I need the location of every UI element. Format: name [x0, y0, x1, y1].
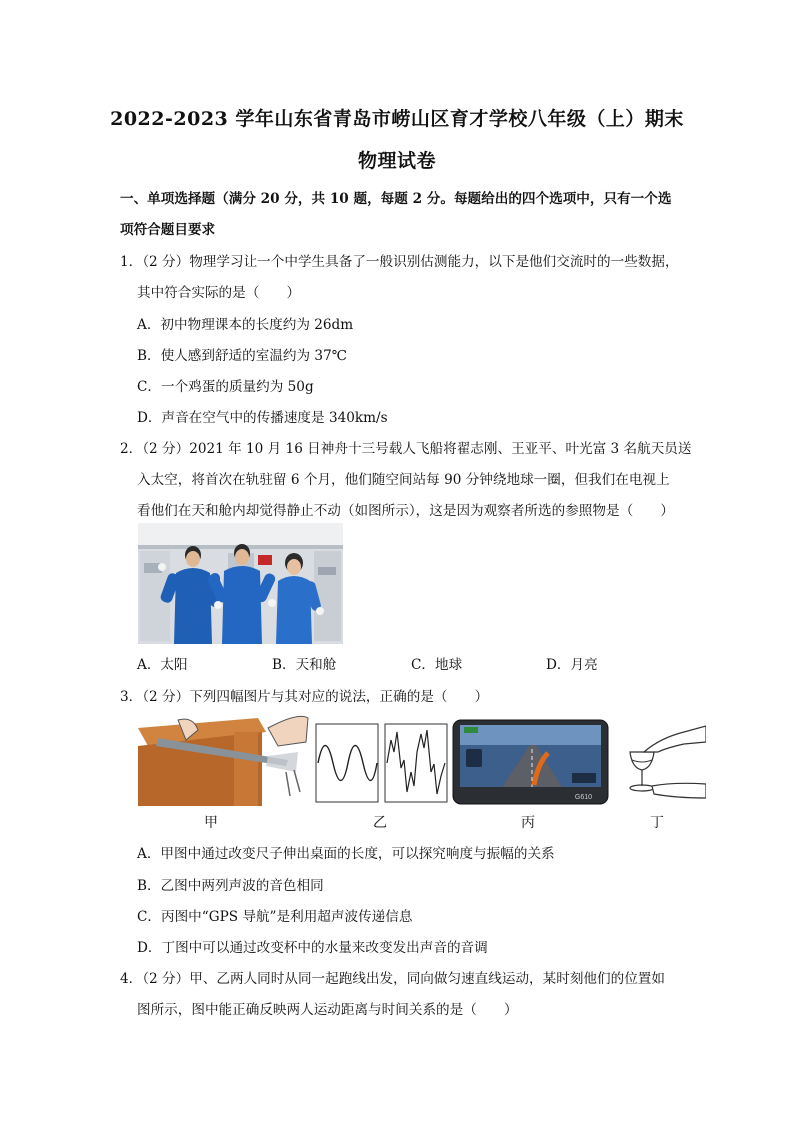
q1-option-a: A．初中物理课本的长度约为 26dm: [137, 317, 354, 333]
exam-title-line1: 2022-2023 学年山东省青岛市崂山区育才学校八年级（上）期末: [110, 108, 684, 130]
gps-brand-label: G610: [574, 794, 592, 801]
q2-stem-line2: 入太空，将首次在轨驻留 6 个月，他们随空间站每 90 分钟绕地球一圈，但我们在电视上: [137, 472, 670, 488]
sound-waves-figure: [315, 712, 450, 806]
q2-option-c: C．地球: [411, 657, 463, 673]
q4-stem-line1: 4．（2 分）甲、乙两人同时从同一起跑线出发，同向做匀速直线运动，某时刻他们的位置如: [120, 971, 665, 987]
q2-stem-line1: 2．（2 分）2021 年 10 月 16 日神舟十三号载人飞船将翟志刚、王亚平、叶光富 3 名航天员送: [120, 441, 692, 457]
q1-option-b: B．使人感到舒适的室温约为 37℃: [137, 348, 347, 364]
caption-ding: 丁: [650, 815, 664, 831]
caption-yi: 乙: [373, 815, 387, 831]
q2-option-b: B．天和舱: [272, 657, 337, 673]
exam-title-line2: 物理试卷: [357, 150, 436, 172]
q1-option-d: D．声音在空气中的传播速度是 340km/s: [137, 410, 388, 426]
ruler-table-figure: [138, 712, 310, 806]
section-heading-line1: 一、单项选择题（满分 20 分，共 10 题，每题 2 分。每题给出的四个选项中，只有一个选: [120, 191, 672, 207]
astronauts-photo: [138, 523, 343, 644]
q3-option-b: B．乙图中两列声波的音色相同: [137, 878, 324, 894]
gps-device-figure: [452, 719, 609, 805]
q3-option-d: D．丁图中可以通过改变杯中的水量来改变发出声音的音调: [137, 940, 488, 956]
q3-option-a: A．甲图中通过改变尺子伸出桌面的长度，可以探究响度与振幅的关系: [137, 846, 555, 862]
q1-stem-line1: 1．（2 分）物理学习让一个中学生具备了一般识别估测能力，以下是他们交流时的一些数据，: [120, 254, 679, 270]
q2-option-d: D．月亮: [546, 657, 598, 673]
q1-stem-line2: 其中符合实际的是（ ）: [137, 285, 301, 301]
q2-option-a: A．太阳: [137, 657, 188, 673]
q1-option-c: C．一个鸡蛋的质量约为 50g: [137, 379, 314, 395]
caption-bing: 丙: [521, 815, 535, 831]
q3-stem-line1: 3．（2 分）下列四幅图片与其对应的说法，正确的是（ ）: [120, 689, 489, 705]
q4-stem-line2: 图所示，图中能正确反映两人运动距离与时间关系的是（ ）: [137, 1002, 518, 1018]
wine-glass-figure: [614, 712, 706, 806]
section-heading-line2: 项符合题目要求: [120, 222, 216, 238]
q3-option-c: C．丙图中“GPS 导航”是利用超声波传递信息: [137, 909, 413, 925]
caption-jia: 甲: [204, 815, 218, 831]
q2-stem-line3: 看他们在天和舱内却觉得静止不动（如图所示），这是因为观察者所选的参照物是（ ）: [137, 503, 674, 519]
